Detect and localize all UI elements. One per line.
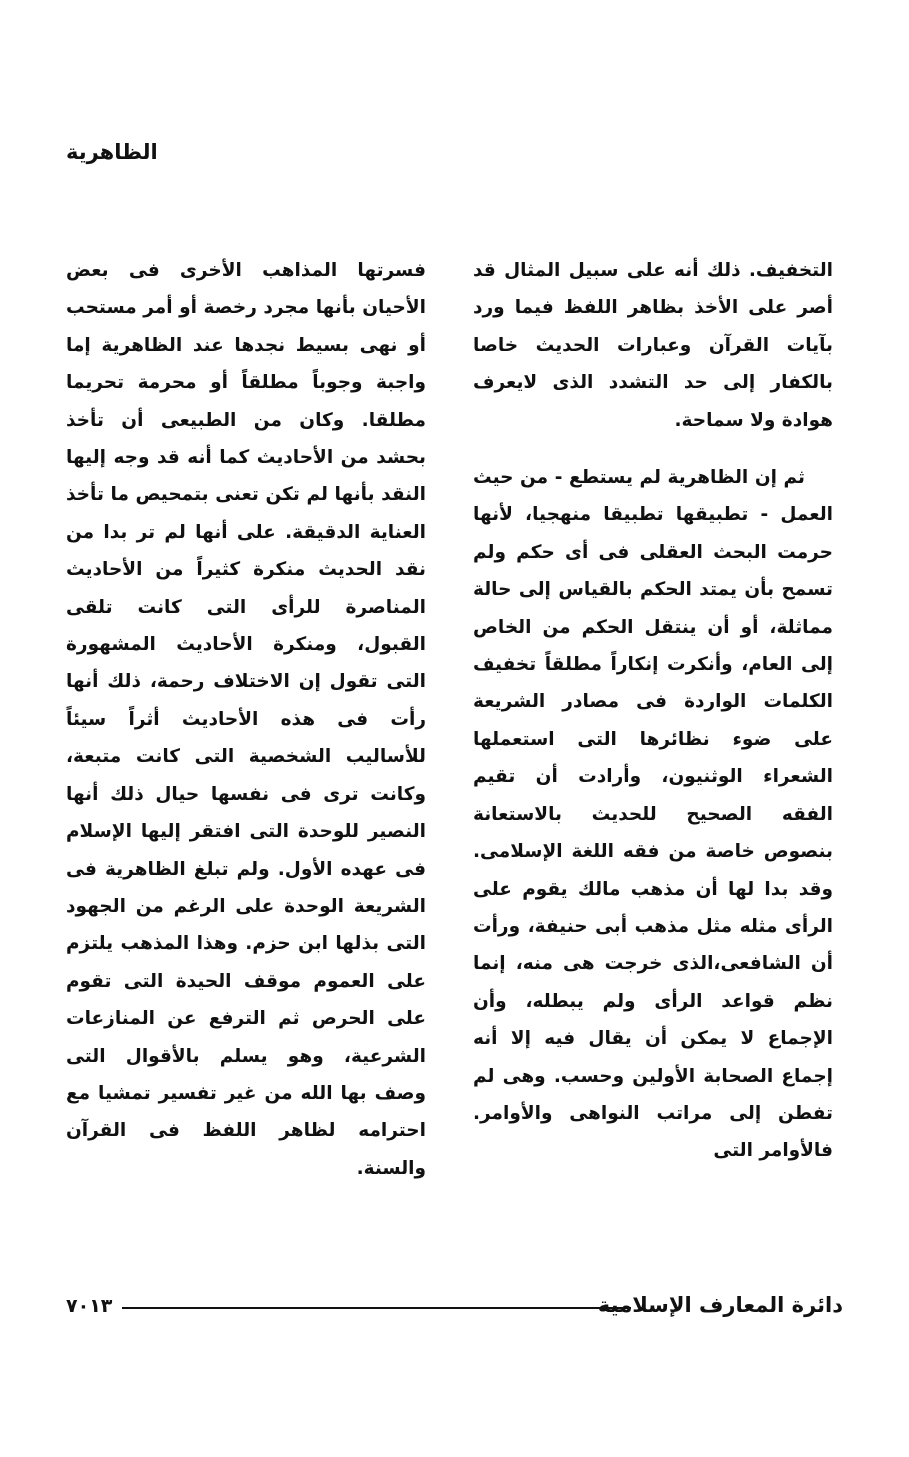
paragraph: ثم إن الظاهرية لم يستطع - من حيث العمل - تطبيقها تطبيقا منهجيا، لأنها حرمت البحث العقلى فى أى حكم ولم تسمح بأن يمتد الحكم بالقياس إلى حالة مماثلة، أو أن ينتقل الحكم من الخاص إلى العام، وأنكرت إنكاراً مطلقاً تخفيف الكلمات الواردة فى مصادر الشريعة على ضوء نظائرها التى استعملها الشعراء الوثنيون، وأرادت أن تقيم الفقه الصحيح للحديث بالاستعانة بنصوص خاصة من فقه اللغة الإسلامى. وقد بدا لها أن مذهب مالك يقوم على الرأى مثله مثل مذهب أبى حنيفة، ورأت أن الشافعى،الذى خرجت هى منه، إنما نظم قواعد الرأى ولم يبطله، وأن الإجماع لا يمكن أن يقال فيه إلا أنه إجماع الصحابة الأولين وحسب. وهى لم تفطن إلى مراتب النواهى والأوامر. فالأوامر التى (473, 467, 833, 1162)
page-footer (66, 1293, 843, 1323)
paragraph: فسرتها المذاهب الأخرى فى بعض الأحيان بأنها مجرد رخصة أو أمر مستحب أو نهى بسيط نجدها عند الظاهرية إما واجبة وجوباً مطلقاً أو محرمة تحريما مطلقا. وكان من الطبيعى أن تأخذ بحشد من الأحاديث كما أنه قد وجه إليها النقد بأنها لم تكن تعنى بتمحيص ما تأخذ العناية الدقيقة. على أنها لم تر بدا من نقد الحديث منكرة كثيراً من الأحاديث المناصرة للرأى التى كانت تلقى القبول، ومنكرة الأحاديث المشهورة التى تقول إن الاختلاف رحمة، ذلك أنها رأت فى هذه الأحاديث أثراً سيئاً للأساليب الشخصية التى كانت متبعة، وكانت ترى فى نفسها حيال ذلك أنها النصير للوحدة التى افتقر إليها الإسلام فى عهده الأول. ولم تبلغ الظاهرية فى الشريعة الوحدة على الرغم من الجهود التى بذلها ابن حزم. وهذا المذهب يلتزم على العموم موقف الحيدة التى تقوم على الحرص ثم الترفع عن المنازعات الشرعية، وهو يسلم بالأقوال التى وصف بها الله من غير تفسير تمشيا مع احترامه لظاهر اللفظ فى القرآن والسنة. (66, 260, 426, 1179)
footer-divider (122, 1307, 631, 1309)
running-header: الظاهرية (66, 140, 158, 164)
text-column-left (66, 252, 426, 1187)
text-column-right (473, 252, 833, 1170)
page-number: ٧٠١٣ (66, 1295, 113, 1317)
paragraph: التخفيف. ذلك أنه على سبيل المثال قد أصر على الأخذ بظاهر اللفظ فيما ورد بآيات القرآن وعبارات الحديث خاصا بالكفار إلى حد التشدد الذى لايعرف هوادة ولا سماحة. (473, 260, 833, 431)
encyclopedia-title: دائرة المعارف الإسلامية (597, 1293, 843, 1317)
